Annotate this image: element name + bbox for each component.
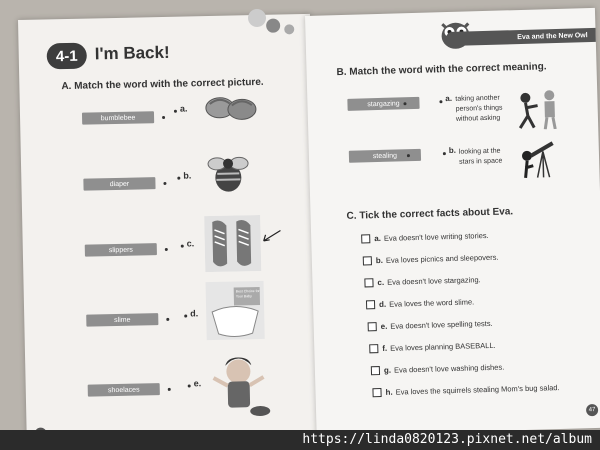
meaning-letter-b: b. xyxy=(448,145,457,156)
fact-letter: c. xyxy=(377,277,385,288)
fact-checkbox[interactable] xyxy=(369,344,378,353)
diaper-caption: Best Choice for Your Baby xyxy=(235,288,260,299)
match-dot[interactable] xyxy=(184,315,187,318)
picture-letter-a: a. xyxy=(179,103,188,114)
match-dot[interactable] xyxy=(439,100,442,103)
word-stargazing: stargazing xyxy=(347,97,419,111)
match-dot[interactable] xyxy=(407,154,410,157)
word-diaper: diaper xyxy=(83,177,155,191)
match-dot[interactable] xyxy=(177,177,180,180)
fact-checkbox[interactable] xyxy=(368,322,377,331)
fact-row xyxy=(366,297,474,309)
match-dot[interactable] xyxy=(163,182,166,185)
fact-text: Eva loves planning BASEBALL. xyxy=(390,340,496,353)
meaning-b-text: looking at the stars in space xyxy=(458,147,503,166)
fact-letter: g. xyxy=(383,365,392,375)
match-dot[interactable] xyxy=(403,102,406,105)
fact-letter: b. xyxy=(375,255,384,266)
arrow-mark-icon xyxy=(260,229,282,243)
fact-letter: e. xyxy=(380,321,388,332)
fact-letter: h. xyxy=(385,387,393,397)
bumblebee-icon xyxy=(203,151,254,196)
fact-checkbox[interactable] xyxy=(364,278,373,287)
word-shoelaces: shoelaces xyxy=(88,383,160,397)
match-dot[interactable] xyxy=(181,245,184,248)
word-slippers: slippers xyxy=(85,243,157,257)
shoelaces-icon xyxy=(204,215,261,272)
word-stealing: stealing xyxy=(349,149,421,163)
fact-letter: f. xyxy=(382,343,388,353)
section-a-instruction: A. Match the word with the correct picture. xyxy=(61,76,264,93)
fact-letter: a. xyxy=(374,233,382,244)
picture-letter-b: b. xyxy=(183,170,192,181)
fact-checkbox[interactable] xyxy=(372,388,381,397)
fact-text: Eva loves the squirrels stealing Mom's bug salad. xyxy=(395,383,560,397)
watermark-url: https://linda0820123.pixnet.net/album xyxy=(302,432,592,447)
match-dot[interactable] xyxy=(188,384,191,387)
section-c-instruction: C. Tick the correct facts about Eva. xyxy=(346,206,514,222)
match-dot[interactable] xyxy=(443,152,446,155)
meaning-letter-a: a. xyxy=(445,93,453,104)
fact-checkbox[interactable] xyxy=(363,256,372,265)
telescope-icon xyxy=(516,137,561,182)
fact-row xyxy=(369,341,496,354)
fact-text: Eva doesn't love writing stories. xyxy=(383,230,489,243)
word-slime: slime xyxy=(86,313,158,327)
match-dot[interactable] xyxy=(162,116,165,119)
fact-row xyxy=(368,319,493,331)
picture-letter-c: c. xyxy=(186,238,195,249)
story-header: Eva and the New Owl xyxy=(446,28,596,46)
fact-text: Eva doesn't love washing dishes. xyxy=(393,362,505,375)
fact-checkbox[interactable] xyxy=(361,234,370,243)
match-dot[interactable] xyxy=(174,110,177,113)
diaper-icon xyxy=(206,281,265,340)
fact-row xyxy=(371,363,505,376)
match-dot[interactable] xyxy=(166,318,169,321)
picture-letter-e: e. xyxy=(193,378,202,389)
fact-row xyxy=(361,231,489,244)
thief-icon xyxy=(513,87,564,130)
picture-letter-d: d. xyxy=(190,308,199,319)
left-page xyxy=(18,14,319,445)
meaning-a-text: taking another person's things without asking xyxy=(455,94,503,123)
slippers-icon xyxy=(201,87,262,128)
fact-row xyxy=(372,383,559,397)
lesson-title: I'm Back! xyxy=(94,42,170,64)
fact-text: Eva loves the word slime. xyxy=(389,297,475,309)
match-dot[interactable] xyxy=(168,388,171,391)
fact-text: Eva doesn't love spelling tests. xyxy=(390,318,493,331)
fact-text: Eva loves picnics and sleepovers. xyxy=(385,252,499,265)
match-dot[interactable] xyxy=(165,248,168,251)
fact-row xyxy=(363,253,499,266)
lesson-number-badge: 4-1 xyxy=(46,43,87,70)
page-number-right: 47 xyxy=(586,404,598,416)
section-b-instruction: B. Match the word with the correct meaning. xyxy=(336,61,547,79)
slime-boy-icon xyxy=(203,351,274,422)
right-page xyxy=(305,8,600,436)
fact-checkbox[interactable] xyxy=(371,366,380,375)
fact-letter: d. xyxy=(378,299,387,310)
fact-checkbox[interactable] xyxy=(366,300,375,309)
fact-row xyxy=(364,275,480,287)
fact-text: Eva doesn't love stargazing. xyxy=(387,275,481,287)
word-bumblebee: bumblebee xyxy=(82,111,154,125)
